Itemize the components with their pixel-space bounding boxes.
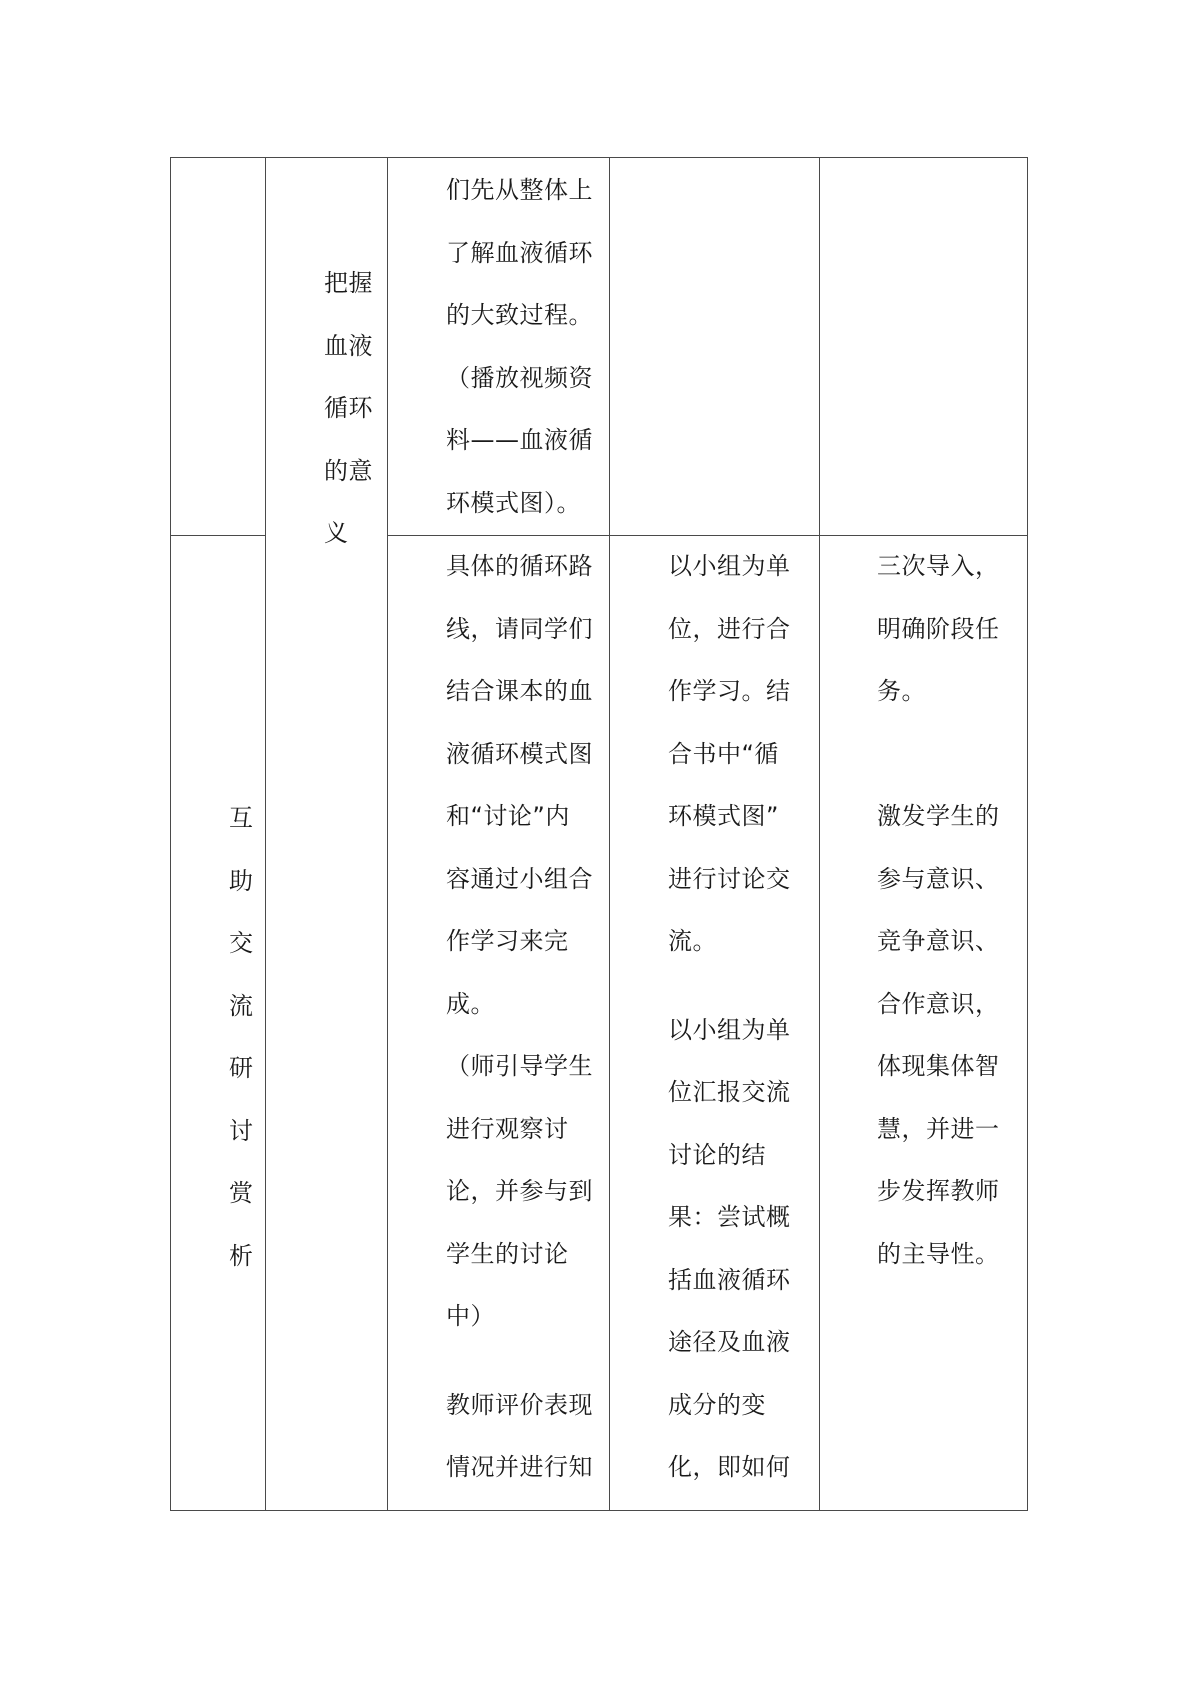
text-line: 把握 xyxy=(324,269,373,297)
text-line: 位，进行合 xyxy=(668,614,791,643)
text-line: 析 xyxy=(229,1241,254,1270)
text-line: 液循环模式图 xyxy=(446,739,593,768)
text-line: 赏 xyxy=(229,1179,254,1207)
text-line: 以小组为单 xyxy=(668,552,791,580)
row-divider-col1 xyxy=(170,535,266,536)
text-line: 助 xyxy=(229,866,254,895)
text-line: 血液 xyxy=(324,331,373,360)
cell-teacher-activity-1 xyxy=(446,159,593,534)
blank-line xyxy=(877,723,1000,786)
text-line: 研 xyxy=(229,1054,254,1082)
text-line: 位汇报交流 xyxy=(668,1078,791,1106)
text-line: 以小组为单 xyxy=(668,1015,791,1044)
text-line: 成。 xyxy=(446,989,495,1018)
text-line: 中） xyxy=(446,1302,495,1330)
text-line: 讨 xyxy=(229,1116,254,1145)
col-divider-2 xyxy=(387,157,388,1511)
table-right-border xyxy=(1027,157,1028,1511)
text-line: 料——血液循 xyxy=(446,426,593,454)
text-line: 步发挥教师 xyxy=(877,1177,1000,1205)
text-line: 学生的讨论 xyxy=(446,1239,569,1268)
text-line: 环模式图）。 xyxy=(446,488,581,517)
text-line: 竞争意识、 xyxy=(877,927,1000,955)
table-left-border xyxy=(170,157,171,1511)
col-divider-1 xyxy=(265,157,266,1511)
text-line: （播放视频资 xyxy=(446,363,593,392)
text-line: 合书中“循 xyxy=(668,739,779,768)
col-divider-4 xyxy=(819,157,820,1511)
text-line: 的意 xyxy=(324,456,373,485)
text-line: 进行讨论交 xyxy=(668,864,791,893)
text-line: 务。 xyxy=(877,677,926,705)
text-line: 论，并参与到 xyxy=(446,1177,593,1205)
text-line: 三次导入， xyxy=(877,552,1000,580)
text-line: 结合课本的血 xyxy=(446,677,593,705)
text-line: 互 xyxy=(229,804,254,832)
text-line: 成分的变 xyxy=(668,1390,766,1419)
col-divider-3 xyxy=(609,157,610,1511)
text-line: 讨论的结 xyxy=(668,1140,766,1169)
cell-stage-name xyxy=(229,787,254,1287)
text-line: 作学习。结 xyxy=(668,677,791,705)
text-line: 交 xyxy=(229,929,254,957)
text-line: 和“讨论”内 xyxy=(446,802,570,830)
text-line: 体现集体智 xyxy=(877,1052,1000,1080)
text-line: 果：尝试概 xyxy=(668,1203,791,1231)
cell-objective xyxy=(324,252,373,565)
table-top-border xyxy=(170,157,1028,158)
text-line: 循环 xyxy=(324,394,373,422)
text-line: 途径及血液 xyxy=(668,1328,791,1356)
text-line: 容通过小组合 xyxy=(446,864,593,893)
text-line: 作学习来完 xyxy=(446,927,569,955)
text-line: 括血液循环 xyxy=(668,1265,791,1294)
text-line: 环模式图” xyxy=(668,802,779,830)
cell-teacher-activity-2 xyxy=(446,535,593,1499)
text-line: 化，即如何 xyxy=(668,1453,791,1481)
text-line: 了解血液循环 xyxy=(446,238,593,267)
text-line: 参与意识、 xyxy=(877,864,1000,893)
text-line: 情况并进行知 xyxy=(446,1453,593,1481)
text-line: 流 xyxy=(229,991,254,1020)
text-line: 的主导性。 xyxy=(877,1239,1000,1268)
text-line: 义 xyxy=(324,519,349,547)
text-line: 具体的循环路 xyxy=(446,552,593,580)
text-line: 流。 xyxy=(668,927,717,955)
text-line: 线，请同学们 xyxy=(446,614,593,643)
text-line: 的大致过程。 xyxy=(446,301,593,329)
cell-student-activity xyxy=(668,535,791,1499)
text-line: 慧，并进一 xyxy=(877,1114,1000,1143)
text-line: 合作意识， xyxy=(877,989,1000,1018)
text-line: 进行观察讨 xyxy=(446,1114,569,1143)
text-line: （师引导学生 xyxy=(446,1052,593,1080)
text-line: 明确阶段任 xyxy=(877,614,1000,643)
table-bottom-border xyxy=(170,1510,1028,1511)
text-line: 们先从整体上 xyxy=(446,176,593,204)
text-line: 激发学生的 xyxy=(877,802,1000,830)
cell-design-intent xyxy=(877,535,1000,1285)
text-line: 教师评价表现 xyxy=(446,1390,593,1419)
